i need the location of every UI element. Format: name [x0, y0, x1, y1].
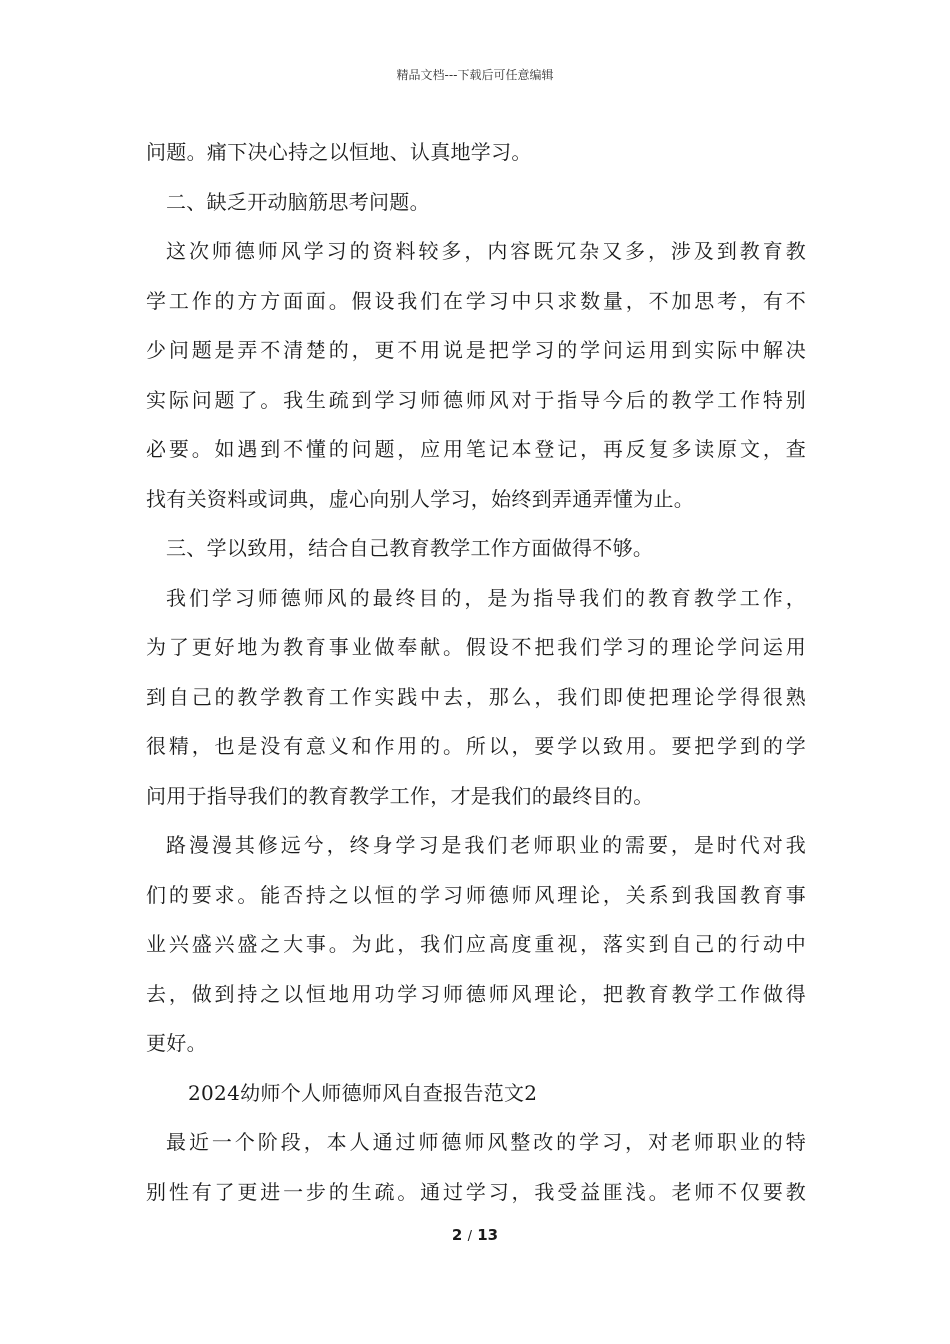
text-line: 问题。痛下决心持之以恒地、认真地学习。 [146, 140, 532, 164]
text-line: 业兴盛兴盛之大事。为此，我们应高度重视，落实到自己的行动中 [146, 932, 806, 956]
section-heading: 二、缺乏开动脑筋思考问题。 [166, 189, 430, 214]
text-line: 们的要求。能否持之以恒的学习师德师风理论，关系到我国教育事 [146, 882, 806, 907]
page-header: 精品文档---下载后可任意编辑 [396, 68, 554, 82]
text-line: 问用于指导我们的教育教学工作，才是我们的最终目的。 [146, 783, 654, 808]
text-line: 路漫漫其修远兮，终身学习是我们老师职业的需要，是时代对我 [166, 833, 806, 857]
page-separator: / [467, 1229, 472, 1244]
page-total: 13 [477, 1226, 499, 1244]
text-line: 实际问题了。我生疏到学习师德师风对于指导今后的教学工作特别 [146, 387, 806, 412]
text-line: 为了更好地为教育事业做奉献。假设不把我们学习的理论学问运用 [146, 635, 806, 659]
section-heading: 三、学以致用，结合自己教育教学工作方面做得不够。 [166, 536, 654, 560]
page-number [0, 1226, 950, 1244]
text-line: 必要。如遇到不懂的问题，应用笔记本登记，再反复多读原文，查 [146, 437, 806, 461]
document-subtitle: 2024幼师个人师德师风自查报告范文2 [188, 1080, 538, 1105]
text-line: 很精，也是没有意义和作用的。所以，要学以致用。要把学到的学 [146, 734, 806, 758]
text-line: 找有关资料或词典，虚心向别人学习，始终到弄通弄懂为止。 [146, 486, 695, 511]
text-line: 别性有了更进一步的生疏。通过学习，我受益匪浅。老师不仅要教 [146, 1179, 806, 1204]
text-line: 更好。 [146, 1031, 207, 1055]
document-body [146, 128, 806, 1217]
text-line: 学工作的方方面面。假设我们在学习中只求数量，不加思考，有不 [146, 288, 806, 313]
text-line: 这次师德师风学习的资料较多，内容既冗杂又多，涉及到教育教 [166, 239, 806, 263]
text-line: 我们学习师德师风的最终目的，是为指导我们的教育教学工作， [166, 585, 806, 610]
text-line: 最近一个阶段，本人通过师德师风整改的学习，对老师职业的特 [166, 1130, 806, 1154]
page-current: 2 [451, 1226, 463, 1244]
text-line: 到自己的教学教育工作实践中去，那么，我们即使把理论学得很熟 [146, 684, 806, 709]
text-line: 少问题是弄不清楚的，更不用说是把学习的学问运用到实际中解决 [146, 338, 806, 362]
text-line: 去，做到持之以恒地用功学习师德师风理论，把教育教学工作做得 [146, 981, 806, 1006]
